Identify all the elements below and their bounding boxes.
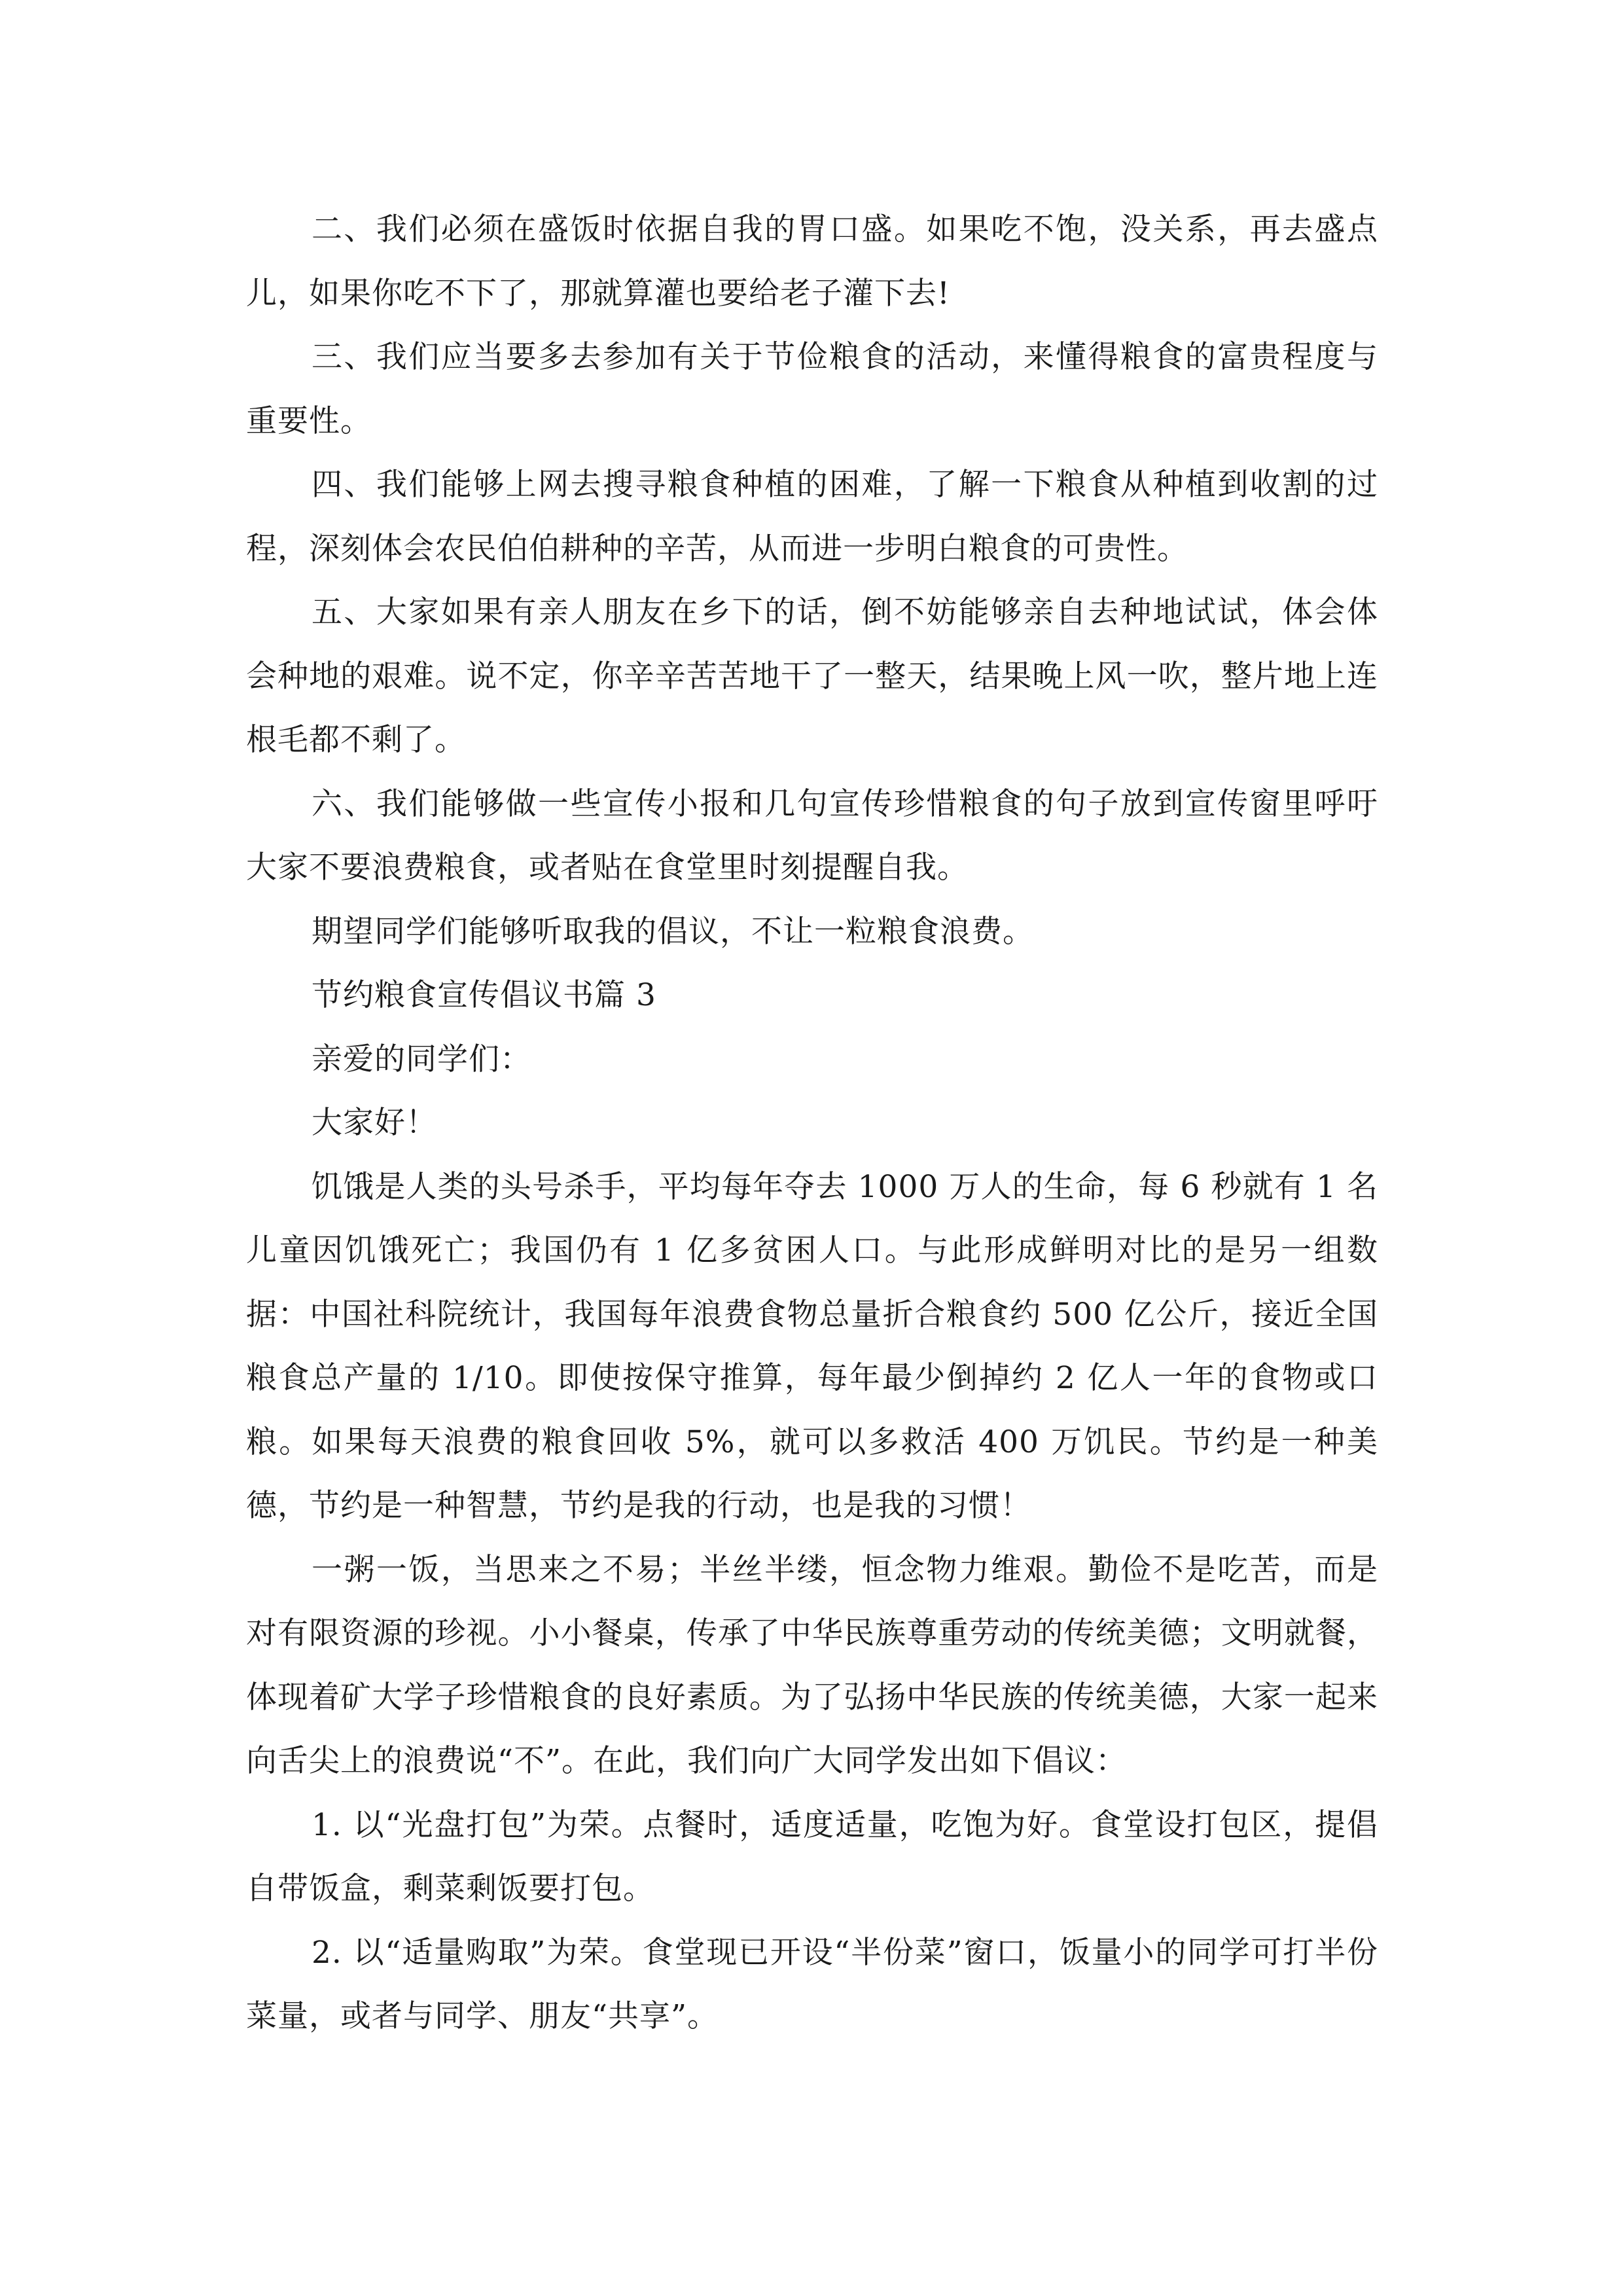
closing-paragraph: 期望同学们能够听取我的倡议，不让一粒粮食浪费。 xyxy=(312,913,1034,950)
document-body xyxy=(246,198,1378,2049)
section-title: 节约粮食宣传倡议书篇 3 xyxy=(312,977,656,1013)
paragraph-item-5: 五、大家如果有亲人朋友在乡下的话，倒不妨能够亲自去种地试试，体会体会种地的艰难。说不定，你辛辛苦苦地干了一整天，结果晚上风一吹，整片地上连根毛都不剩了。 xyxy=(246,594,1378,758)
proposal-item-2: 2. 以“适量购取”为荣。食堂现已开设“半份菜”窗口，饭量小的同学可打半份菜量，或者与同学、朋友“共享”。 xyxy=(246,1934,1378,2034)
paragraph-item-6: 六、我们能够做一些宣传小报和几句宣传珍惜粮食的句子放到宣传窗里呼吁大家不要浪费粮食，或者贴在食堂里时刻提醒自我。 xyxy=(246,785,1378,886)
greeting: 大家好！ xyxy=(312,1105,437,1141)
paragraph-item-2: 二、我们必须在盛饭时依据自我的胃口盛。如果吃不饱，没关系，再去盛点儿，如果你吃不下了，那就算灌也要给老子灌下去! xyxy=(246,211,1378,312)
paragraph-statistics: 饥饿是人类的头号杀手，平均每年夺去 1000 万人的生命，每 6 秒就有 1 名儿童因饥饿死亡；我国仍有 1 亿多贫困人口。与此形成鲜明对比的是另一组数据：中国社科院统计，我国每年浪费食物总量折合粮食约 500 亿公斤，接近全国粮食总产量的 1/10。即使按保守推算，每年最少倒掉约 2 亿人一年的食物或口粮。如果每天浪费的粮食回收 5%，就可以多救活 400 万饥民。节约是一种美德，节约是一种智慧，节约是我的行动，也是我的习惯！ xyxy=(246,1168,1378,1524)
paragraph-item-3: 三、我们应当要多去参加有关于节俭粮食的活动，来懂得粮食的富贵程度与重要性。 xyxy=(246,339,1378,439)
proposal-item-1: 1. 以“光盘打包”为荣。点餐时，适度适量，吃饱为好。食堂设打包区，提倡自带饭盒，剩菜剩饭要打包。 xyxy=(246,1806,1378,1907)
paragraph-virtue: 一粥一饭，当思来之不易；半丝半缕，恒念物力维艰。勤俭不是吃苦，而是对有限资源的珍视。小小餐桌，传承了中华民族尊重劳动的传统美德；文明就餐，体现着矿大学子珍惜粮食的良好素质。为了弘扬中华民族的传统美德，大家一起来向舌尖上的浪费说“不”。在此，我们向广大同学发出如下倡议： xyxy=(246,1551,1378,1779)
salutation: 亲爱的同学们： xyxy=(312,1041,531,1077)
paragraph-item-4: 四、我们能够上网去搜寻粮食种植的困难，了解一下粮食从种植到收割的过程，深刻体会农民伯伯耕种的辛苦，从而进一步明白粮食的可贵性。 xyxy=(246,467,1378,567)
